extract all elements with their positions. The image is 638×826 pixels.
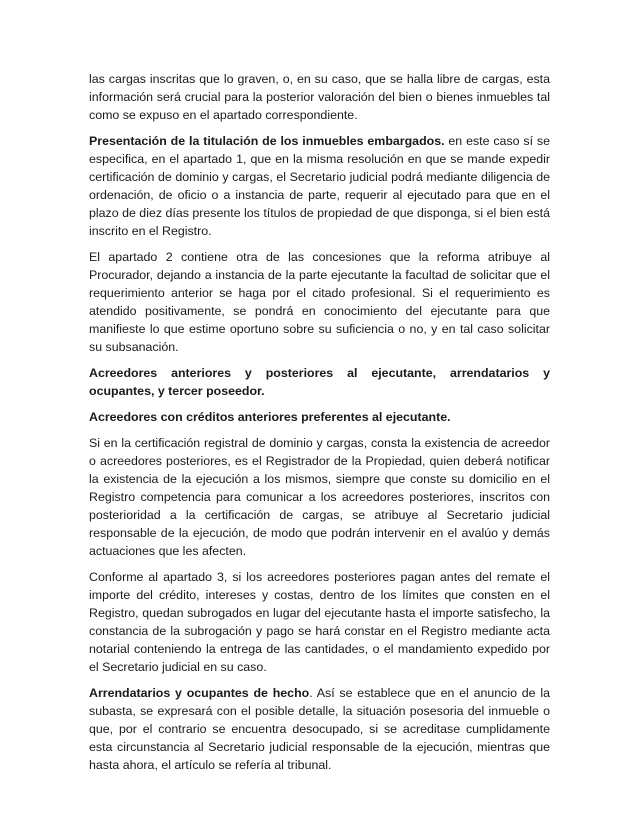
paragraph-apartado-3: Conforme al apartado 3, si los acreedores posteriores pagan antes del remate el importe del crédito, intereses y costas, dentro de los límites que consten en el Registro, quedan subrogados en lugar del ejecutante hasta el importe satisfecho, la constancia de la subrogación y pago se hará constar en el Registro mediante acta notarial conteniendo la entrega de las cantidades, o el mandamiento expedido por el Secretario judicial en su caso. [89,570,550,674]
paragraph-arrendatarios [89,684,550,774]
document-page [89,70,550,782]
paragraph-continuation: las cargas inscritas que lo graven, o, en su caso, que se halla libre de cargas, esta información será crucial para la posterior valoración del bien o bienes inmuebles tal como se expuso en el apartado correspondiente. [89,72,550,122]
subheading-creditos-anteriores: Acreedores con créditos anteriores preferentes al ejecutante. [89,410,451,424]
section-heading-line-2: ocupantes, y tercer poseedor. [89,384,265,398]
inline-heading-arrendatarios: Arrendatarios y ocupantes de hecho [89,686,310,700]
inline-heading-titulacion: Presentación de la titulación de los inmuebles embargados. [89,134,445,148]
section-heading-line-1: Acreedores anteriores y posteriores al ejecutante, arrendatarios y [89,366,550,380]
paragraph-apartado-2: El apartado 2 contiene otra de las concesiones que la reforma atribuye al Procurador, dejando a instancia de la parte ejecutante la facultad de solicitar que el requerimiento anterior se haga por el citado profesional. Si el requerimiento es atendido positivamente, se pondrá en conocimiento del ejecutante para que manifieste lo que estime oportuno sobre su suficiencia o no, y en tal caso solicitar su subsanación. [89,250,550,354]
paragraph-titulacion-body: en este caso sí se especifica, en el apartado 1, que en la misma resolución en que se mande expedir certificación de dominio y cargas, el Secretario judicial podrá mediante diligencia de ordenación, de oficio o a instancia de parte, requerir al ejecutado para que en el plazo de diez días presente los títulos de propiedad de que disponga, si el bien está inscrito en el Registro. [89,134,551,238]
paragraph-arrendatarios-body: . Así se establece que en el anuncio de la subasta, se expresará con el posible detalle, la situación posesoria del inmueble o que, por el contrario se encuentra desocupado, si se acreditase cumplidamente esta circunstancia al Secretario judicial responsable de la ejecución, mientras que hasta ahora, el artículo se refería al tribunal. [89,686,550,772]
paragraph-certificacion-registral: Si en la certificación registral de dominio y cargas, consta la existencia de acreedor o acreedores posteriores, es el Registrador de la Propiedad, quien deberá notificar la existencia de la ejecución a los mismos, siempre que conste su domicilio en el Registro competencia para comunicar a los acreedores posteriores, inscritos con posterioridad a la certificación de cargas, se atribuye al Secretario judicial responsable de la ejecución, de modo que podrán intervenir en el avalúo y demás actuaciones que les afecten. [89,436,550,558]
paragraph-titulacion [89,132,550,240]
section-heading-acreedores [89,364,550,400]
